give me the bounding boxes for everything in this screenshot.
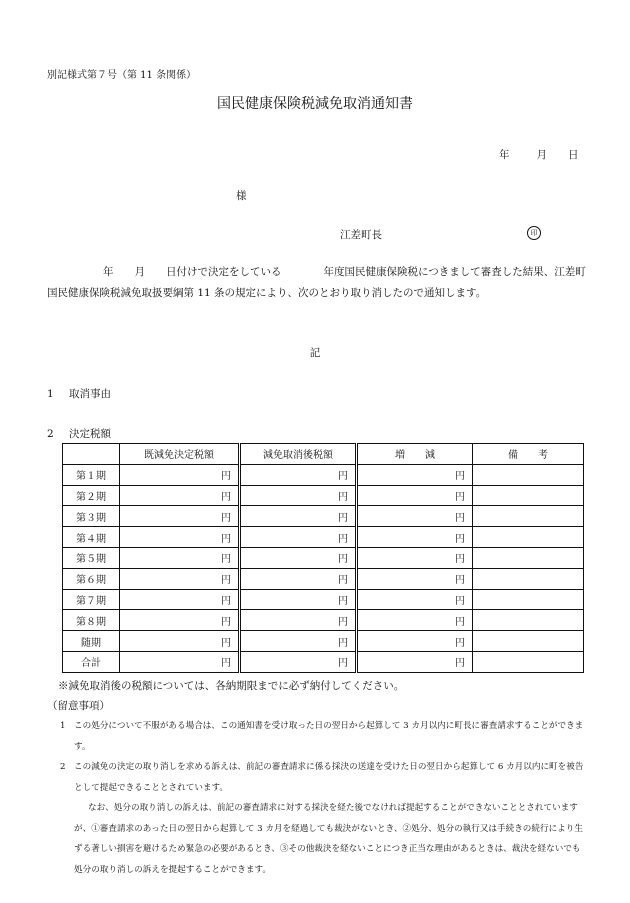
after-amount-cell: 円	[240, 610, 357, 631]
table-row	[63, 589, 584, 610]
prior-amount-cell: 円	[120, 547, 240, 568]
row-label: 合計	[63, 651, 120, 672]
prior-amount-cell: 円	[120, 651, 240, 672]
note-item-1: 1 この処分について不服がある場合は、この通知書を受け取った日の翌日から起算して 3 カ月以内に町長に審査請求することができます。	[60, 721, 584, 752]
table-header-row	[63, 444, 584, 465]
row-label: 第６期	[63, 568, 120, 589]
section-label: 決定税額	[69, 428, 111, 440]
table-row	[63, 651, 584, 672]
prior-amount-cell: 円	[120, 464, 240, 485]
table-row	[63, 568, 584, 589]
after-amount-cell: 円	[240, 651, 357, 672]
after-amount-cell: 円	[240, 547, 357, 568]
addressee: 様	[236, 190, 247, 202]
difference-cell: 円	[357, 631, 473, 652]
difference-cell: 円	[357, 589, 473, 610]
header-blank	[63, 444, 120, 465]
section-reason	[47, 386, 111, 401]
after-amount-cell: 円	[240, 464, 357, 485]
remarks-cell	[473, 464, 584, 485]
note-item-2: 2 この減免の決定の取り消しを求める訴えは、前記の審査請求に係る採決の送達を受けた日の翌日から起算して 6 カ月以内に町を被告として提起できることとされています。	[60, 762, 584, 793]
seal-mark: 印	[527, 226, 541, 240]
row-label: 第３期	[63, 506, 120, 527]
table-row	[63, 506, 584, 527]
row-label: 随期	[63, 631, 120, 652]
difference-cell: 円	[357, 651, 473, 672]
issuer-name: 江差町長	[340, 229, 382, 241]
difference-cell: 円	[357, 547, 473, 568]
section-number: 1	[47, 388, 54, 400]
prior-amount-cell: 円	[120, 589, 240, 610]
tax-table	[62, 443, 584, 673]
difference-cell: 円	[357, 464, 473, 485]
after-amount-cell: 円	[240, 631, 357, 652]
date-month: 月	[536, 149, 547, 161]
notes-list	[60, 716, 585, 880]
section-label: 取消事由	[69, 388, 111, 400]
prior-amount-cell: 円	[120, 631, 240, 652]
date-year: 年	[499, 149, 510, 161]
prior-amount-cell: 円	[120, 485, 240, 506]
table-row	[63, 464, 584, 485]
remarks-cell	[473, 589, 584, 610]
after-amount-cell: 円	[240, 589, 357, 610]
difference-cell: 円	[357, 527, 473, 548]
prior-amount-cell: 円	[120, 506, 240, 527]
table-row	[63, 547, 584, 568]
row-label: 第４期	[63, 527, 120, 548]
difference-cell: 円	[357, 610, 473, 631]
note-item-2-detail: なお、処分の取り消しの訴えは、前記の審査請求に対する採決を経た後でなければ提起することができないこととされていますが、①審査請求のあった日の翌日から起算して 3 カ月を経過しても裁決がないとき、②処分、処分の執行又は手続きの続行により生ずる著しい損害を避けるため緊急の必要があるとき、③その他裁決を経ないことにつき正当な理由があるときは、裁決を経ないでも処分の取り消しの訴えを提起することができます。	[74, 803, 583, 875]
remarks-cell	[473, 547, 584, 568]
row-label: 第５期	[63, 547, 120, 568]
remarks-cell	[473, 485, 584, 506]
body-text: 年 月 日付けで決定をしている 年度国民健康保険税につきまして審査した結果、江差町国民健康保険税減免取扱要綱第 11 条の規定により、次のとおり取り消したので通知します。	[47, 266, 586, 299]
date-day: 日	[568, 149, 579, 161]
notes-heading: （留意事項）	[47, 700, 110, 712]
section-number: 2	[47, 428, 54, 440]
remarks-cell	[473, 610, 584, 631]
difference-cell: 円	[357, 485, 473, 506]
date-line	[499, 147, 579, 162]
table-row	[63, 485, 584, 506]
remarks-cell	[473, 506, 584, 527]
row-label: 第７期	[63, 589, 120, 610]
prior-amount-cell: 円	[120, 610, 240, 631]
row-label: 第２期	[63, 485, 120, 506]
prior-amount-cell: 円	[120, 568, 240, 589]
difference-cell: 円	[357, 568, 473, 589]
body-paragraph	[47, 262, 587, 304]
table-row	[63, 631, 584, 652]
ki-heading: 記	[309, 347, 321, 359]
remarks-cell	[473, 527, 584, 548]
remarks-cell	[473, 568, 584, 589]
row-label: 第８期	[63, 610, 120, 631]
remarks-cell	[473, 651, 584, 672]
table-note: ※減免取消後の税額については、各納期限までに必ず納付してください。	[58, 680, 405, 692]
document-title: 国民健康保険税減免取消通知書	[217, 96, 413, 112]
after-amount-cell: 円	[240, 568, 357, 589]
prior-amount-cell: 円	[120, 527, 240, 548]
table-row	[63, 527, 584, 548]
form-number: 別記様式第７号（第 11 条関係）	[47, 70, 197, 81]
header-remarks: 備 考	[473, 444, 584, 465]
section-tax-amount	[47, 426, 111, 441]
header-prior-amount: 既減免決定税額	[120, 444, 240, 465]
after-amount-cell: 円	[240, 485, 357, 506]
header-difference: 増 減	[357, 444, 473, 465]
row-label: 第１期	[63, 464, 120, 485]
difference-cell: 円	[357, 506, 473, 527]
remarks-cell	[473, 631, 584, 652]
table-row	[63, 610, 584, 631]
header-after-amount: 減免取消後税額	[240, 444, 357, 465]
after-amount-cell: 円	[240, 506, 357, 527]
after-amount-cell: 円	[240, 527, 357, 548]
